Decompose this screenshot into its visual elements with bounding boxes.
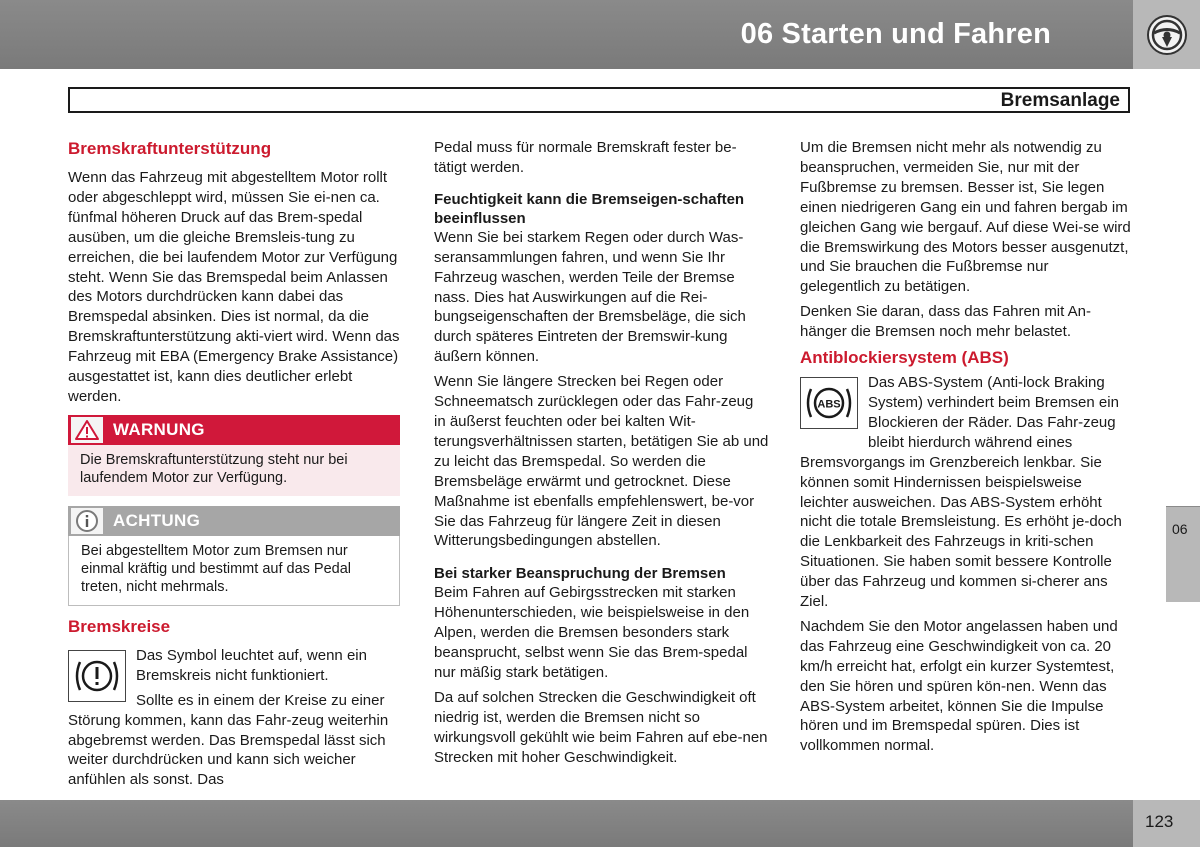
paragraph: Wenn das Fahrzeug mit abgestelltem Motor rollt oder abgeschleppt wird, müssen Sie ei-nen ca. fünfmal höheren Druck auf das Brem-spedal ausüben, um die gleiche Bremsleis-tung zu erreichen, die bei laufendem Motor zur Verfügung steht. Wenn Sie das Bremspedal beim Anlassen des Motors durchdrücken kann dabei das Bremspedal absinken. Dies ist normal, da die Bremskraftunterstützung akti-viert wird. Wenn das Fahrzeug mit EBA (Emergency Brake Assistance) ausgestattet ist, kann dies deutlicher erlebt werden. <box>68 169 400 405</box>
warning-text: Die Bremskraftunterstützung steht nur bei laufendem Motor zur Verfügung. <box>68 445 400 496</box>
paragraph: Da auf solchen Strecken die Geschwindigkeit oft niedrig ist, werden die Bremsen nicht so wirkungsvoll gekühlt wie beim Fahren auf ebe-nen Strecken mit hoher Geschwindigkeit. <box>434 688 768 766</box>
abs-icon-label: ABS <box>817 398 841 411</box>
column-2 <box>434 138 769 772</box>
caution-text: Bei abgestelltem Motor zum Bremsen nur einmal kräftig und bestimmt auf das Pedal treten, nicht mehrmals. <box>68 536 400 606</box>
subheading-feuchtigkeit: Feuchtigkeit kann die Bremseigen-schaften beeinflussen <box>434 190 745 227</box>
steering-wheel-icon <box>1146 14 1188 56</box>
caution-box <box>68 506 400 606</box>
paragraph: Pedal muss für normale Bremskraft fester be-tätigt werden. <box>434 139 737 176</box>
paragraph: Wenn Sie bei starkem Regen oder durch Was-seransammlungen fahren, und wenn Sie Ihr Fahrzeug waschen, werden Teile der Bremse nass. Dies hat Auswirkungen auf die Rei-bungseigenschaften der Bremsbeläge, die sich durch späteres Eintreten der Bremswir-kung äußern können. <box>434 228 746 366</box>
info-icon <box>71 508 103 534</box>
section-title-box <box>68 87 1130 113</box>
heading-abs: Antiblockiersystem (ABS) <box>800 348 1009 368</box>
abs-icon <box>800 377 858 429</box>
warning-triangle-icon <box>71 417 103 443</box>
chapter-title: 06 Starten und Fahren <box>740 18 1051 50</box>
page-number: 123 <box>1145 812 1174 831</box>
section-title: Bremsanlage <box>1000 90 1120 111</box>
warning-header <box>68 415 400 445</box>
heading-bremskreise: Bremskreise <box>68 616 171 636</box>
subheading-beanspruchung: Bei starker Beanspruchung der Bremsen <box>434 565 726 583</box>
paragraph: Denken Sie daran, dass das Fahren mit An-hänger die Bremsen noch mehr belastet. <box>800 303 1091 341</box>
page-number-box <box>1133 800 1200 847</box>
chapter-tab-label: 06 <box>1172 521 1188 537</box>
header-bar <box>0 0 1133 69</box>
paragraph: Sollte es in einem der Kreise zu einer Störung kommen, kann das Fahr-zeug weiterhin abgebremst werden. Das Bremspedal lässt sich weiter durchdrücken und kann sich weicher anfühlen als sonst. Das <box>68 691 389 789</box>
warning-box <box>68 415 400 496</box>
paragraph: Um die Bremsen nicht mehr als notwendig zu beanspruchen, vermeiden Sie, nur mit der Fußbremse zu bremsen. Besser ist, Sie legen einen niedrigeren Gang ein und fahren bergab im gleichen Gang wie bergauf. Auf diese Wei-se wird die Bremswirkung des Motors besser ausgenutzt, und Sie brauchen die Fußbremse nur gelegentlich zu betätigen. <box>800 139 1131 296</box>
column-1 <box>68 138 400 795</box>
paragraph: Das Symbol leuchtet auf, wenn ein Bremskreis nicht funktioniert. <box>136 646 367 684</box>
header-icon-box <box>1133 0 1200 69</box>
caution-header <box>68 506 400 536</box>
paragraph: Das ABS-System (Anti-lock Braking System) verhindert beim Bremsen ein Blockieren der Räder. Das Fahr-zeug bleibt hierdurch während eines Bremsvorgangs im Grenzbereich lenkbar. Sie können somit Hindernissen beispielsweise leichter ausweichen. Das ABS-System erhöht nicht die totale Bremsleistung. Es erhöht je-doch die Lenkbarkeit des Fahrzeugs in kriti-schen Situationen. Sie haben somit bessere Kontrolle über das Fahrzeug und kommen si-cherer ans Ziel. <box>800 374 1122 611</box>
paragraph: Wenn Sie längere Strecken bei Regen oder Schneematsch zurücklegen oder das Fahr-zeug in äußerst feuchten oder bei kalten Wit-terungsverhältnissen starten, betätigen Sie ab und zu leicht das Bremspedal. So werden die Bremsbeläge erwärmt und getrocknet. Diese Maßnahme ist ebenfalls empfehlenswert, be-vor Sie das Fahrzeug für längere Zeit in diesen Witterungsbedingungen abstellen. <box>434 373 769 550</box>
chapter-tab <box>1166 506 1200 602</box>
caution-label: ACHTUNG <box>113 510 201 530</box>
paragraph: Nachdem Sie den Motor angelassen haben und das Fahrzeug eine Geschwindigkeit von ca. 20 km/h erreicht hat, erfolgt ein kurzer Systemtest, den Sie hören und spüren kön-nen. Wenn das ABS-System arbeitet, können Sie die Impulse hören und im Bremspedal spüren. Dies ist vollkommen normal. <box>800 617 1118 755</box>
column-3 <box>800 138 1131 761</box>
heading-bremskraftunterstuetzung: Bremskraftunterstützung <box>68 139 272 158</box>
warning-label: WARNUNG <box>113 419 205 439</box>
brake-warning-icon <box>68 650 126 702</box>
footer-bar <box>0 800 1133 847</box>
paragraph: Beim Fahren auf Gebirgsstrecken mit starken Höhenunterschieden, wie beispielsweise in den Alpen, werden die Bremsen besonders stark beansprucht, selbst wenn Sie das Brem-spedal nur mäßig stark betätigen. <box>434 584 750 681</box>
